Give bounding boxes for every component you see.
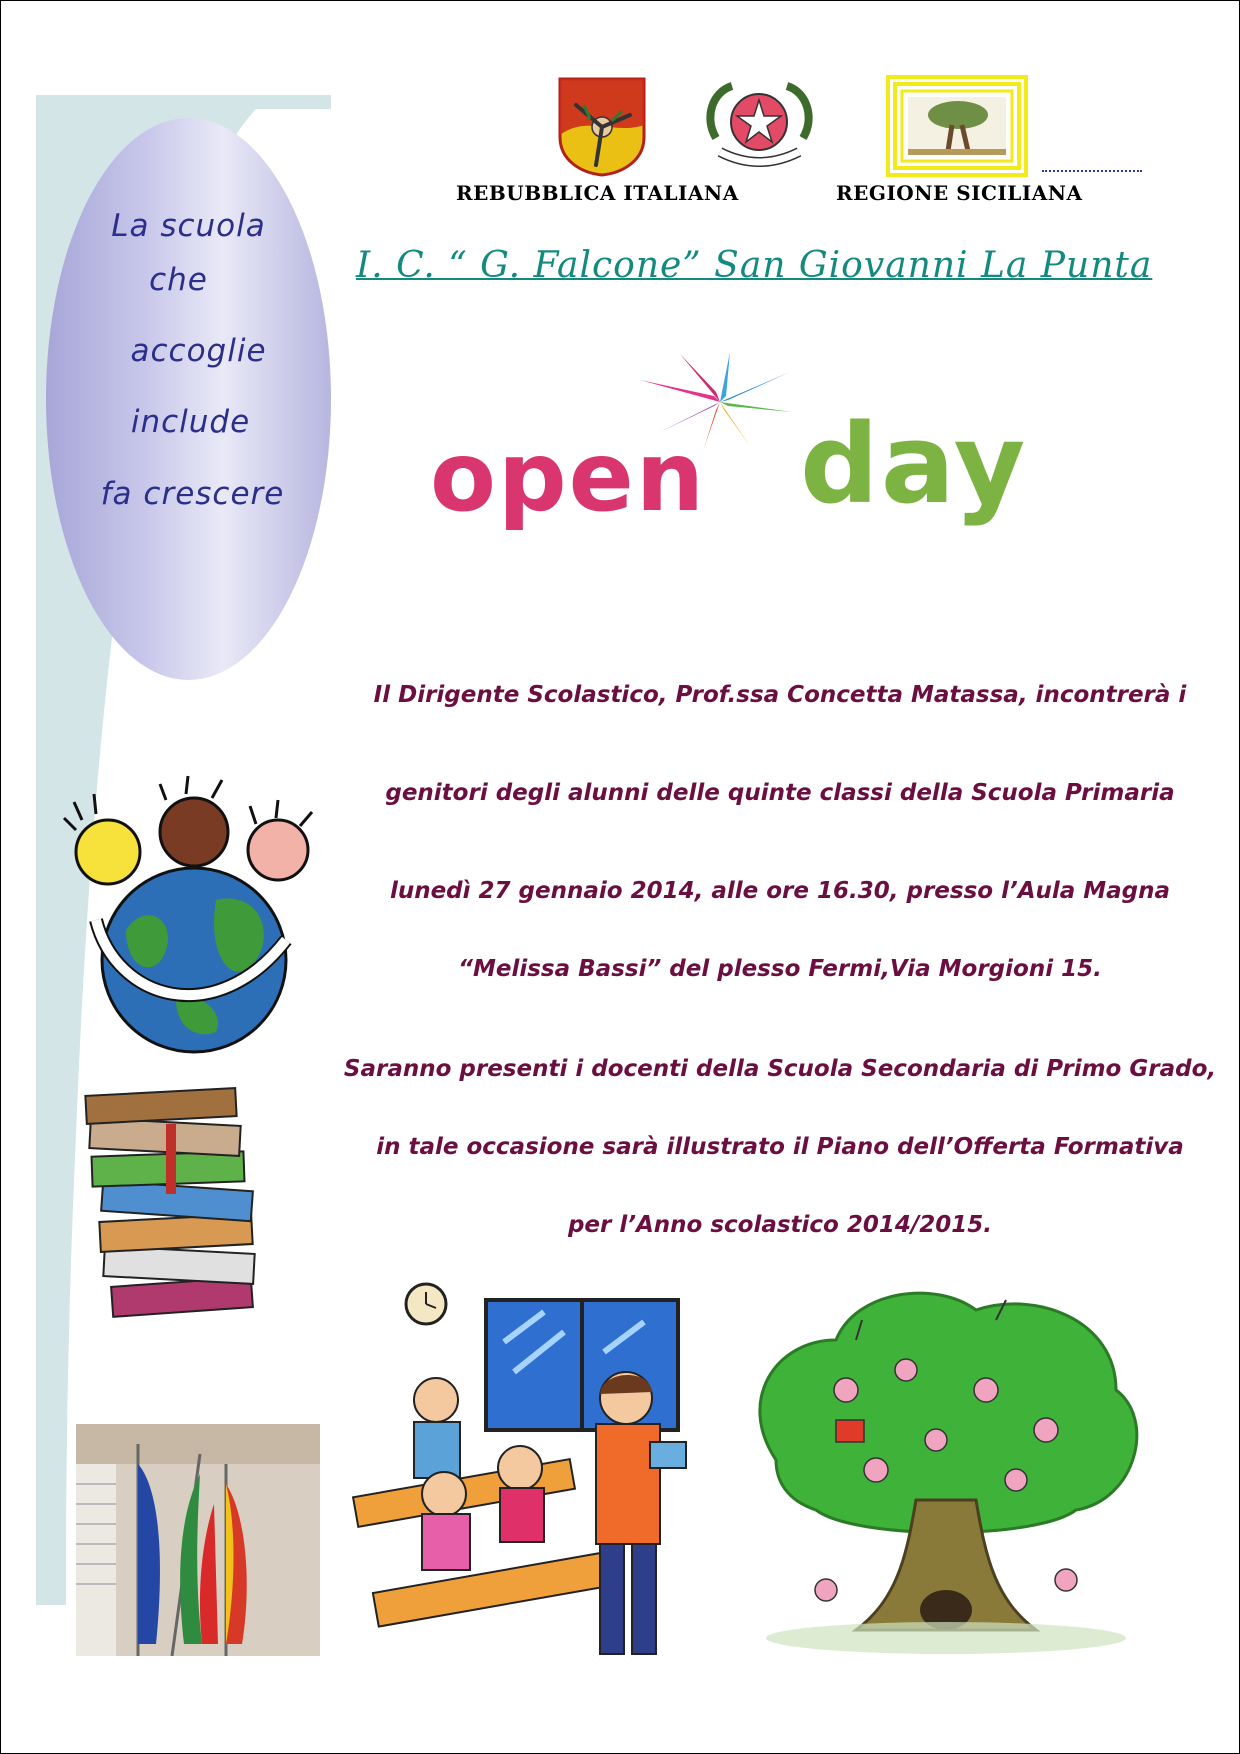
motto-line-1: La scuola [111,208,266,244]
body-line-3: lunedì 27 gennaio 2014, alle ore 16.30, presso l’Aula Magna [389,878,1171,904]
body-line-1: Il Dirigente Scolastico, Prof.ssa Concetta Matassa, incontrerà i [373,682,1187,708]
motto-line-4: include [130,404,251,440]
body-line-4: “Melissa Bassi” del plesso Fermi,Via Morgioni 15. [458,956,1102,982]
classroom-illustration [344,1282,724,1662]
logo-word-day: day [800,400,1028,528]
sicily-emblem-icon [556,75,648,177]
stack-of-books-icon [82,1084,282,1332]
dotted-line [1042,170,1142,172]
school-name: I. C. “ G. Falcone” San Giovanni La Punta [356,245,1153,286]
motto-line-5: fa crescere [100,476,285,512]
regione-olive-tree-icon [886,75,1028,177]
motto-line-3: accoglie [130,333,267,369]
motto-oval [46,118,331,680]
flags-photo [76,1424,320,1656]
open-day-logo [420,330,1100,530]
body-line-6: in tale occasione sarà illustrato il Piano dell’Offerta Formativa [376,1134,1184,1160]
body-line-5: Saranno presenti i docenti della Scuola Secondaria di Primo Grado, [343,1056,1217,1082]
children-hugging-globe-icon [56,770,326,1060]
logo-word-open: open [430,421,707,530]
body-line-2: genitori degli alunni delle quinte classi della Scuola Primaria [385,780,1175,806]
header-right-label: REGIONE SICILIANA [836,181,1083,205]
tree-with-children-illustration [736,1280,1156,1658]
body-line-7: per l’Anno scolastico 2014/2015. [567,1212,993,1238]
motto-line-2: che [149,262,208,298]
italian-republic-emblem-icon [702,78,817,174]
header-left-label: REBUBBLICA ITALIANA [456,181,739,205]
